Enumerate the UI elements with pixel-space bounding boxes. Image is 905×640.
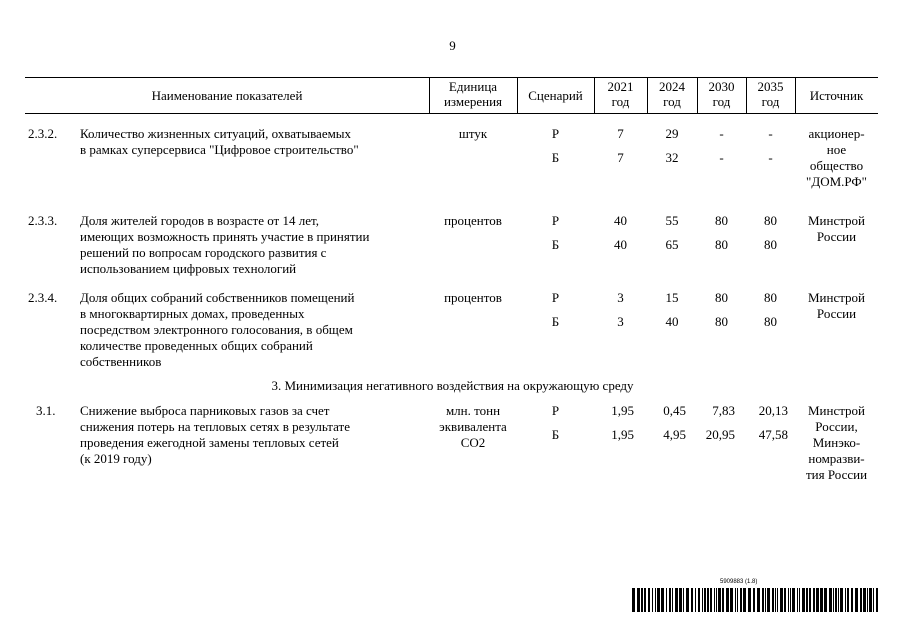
table-top-rule [25, 77, 878, 78]
value-cell: 20,95 [705, 427, 735, 442]
page-number: 9 [449, 38, 456, 53]
row-unit: штук [458, 126, 488, 141]
value-cell: 3 [617, 314, 624, 329]
value-cell: 80 [764, 213, 777, 228]
value-cell: 20,13 [758, 403, 788, 418]
row-number: 3.1. [36, 403, 56, 418]
value-cell: 0,45 [663, 403, 686, 418]
header-2035: 2035 год [757, 79, 784, 109]
value-cell: 7 [617, 126, 624, 141]
value-cell: - [768, 126, 773, 141]
row-source: Минстрой России [807, 213, 866, 244]
value-cell: 32 [665, 150, 679, 165]
value-cell: 4,95 [663, 427, 686, 442]
table-header-rule [25, 113, 878, 114]
row-indicator-name: Снижение выброса парниковых газов за счет снижения потерь на тепловых сетях в результате проведения ежегодной замены тепловых сетей (к 2019 году) [80, 403, 351, 466]
scenario-r: Р [551, 126, 560, 141]
row-number: 2.3.4. [28, 290, 58, 305]
value-cell: 80 [715, 314, 728, 329]
value-cell: 15 [665, 290, 679, 305]
header-indicator: Наименование показателей [151, 88, 303, 103]
row-source: Минстрой России, Минэко- номразви- тия России [805, 403, 868, 482]
scenario-b: Б [551, 314, 560, 329]
scenario-r: Р [551, 213, 560, 228]
scenario-b: Б [551, 427, 560, 442]
row-number: 2.3.2. [28, 126, 58, 141]
value-cell: 80 [764, 290, 777, 305]
value-cell: 29 [665, 126, 679, 141]
value-cell: 80 [715, 237, 728, 252]
row-number: 2.3.3. [28, 213, 58, 228]
value-cell: 80 [715, 290, 728, 305]
row-unit: млн. тонн эквивалента СО2 [439, 403, 507, 450]
row-indicator-name: Доля общих собраний собственников помещений в многоквартирных домах, проведенных посредством электронного голосования, в общем количестве проведенных общих собраний собственников [80, 290, 355, 369]
value-cell: 1,95 [611, 427, 634, 442]
value-cell: 65 [665, 237, 679, 252]
header-source: Источник [809, 88, 864, 103]
value-cell: 55 [665, 213, 679, 228]
scenario-r: Р [551, 403, 560, 418]
barcode-label: 5909883 (1.8) [720, 579, 758, 585]
header-2021: 2021 год [607, 79, 634, 109]
header-2030: 2030 год [708, 79, 735, 109]
value-cell: 47,58 [758, 427, 788, 442]
section-title: 3. Минимизация негативного воздействия на окружающую среду [271, 378, 634, 393]
row-unit: процентов [444, 290, 502, 305]
scenario-b: Б [551, 150, 560, 165]
value-cell: - [768, 150, 773, 165]
value-cell: 7 [617, 150, 624, 165]
value-cell: 80 [764, 314, 777, 329]
header-2024: 2024 год [659, 79, 685, 109]
barcode-icon [632, 588, 878, 612]
row-indicator-name: Количество жизненных ситуаций, охватываемых в рамках суперсервиса "Цифровое строительство" [80, 126, 359, 157]
row-source: Минстрой России [807, 290, 866, 321]
scenario-b: Б [551, 237, 560, 252]
value-cell: 40 [665, 314, 679, 329]
value-cell: 80 [764, 237, 777, 252]
header-scenario: Сценарий [528, 88, 583, 103]
scenario-r: Р [551, 290, 560, 305]
value-cell: - [719, 126, 724, 141]
value-cell: 3 [617, 290, 624, 305]
row-unit: процентов [444, 213, 502, 228]
row-indicator-name: Доля жителей городов в возрасте от 14 лет, имеющих возможность принять участие в принятии решений по вопросам городского развития с использованием цифровых технологий [80, 213, 370, 276]
row-source: акционер- ное общество "ДОМ.РФ" [806, 126, 867, 189]
value-cell: 80 [715, 213, 728, 228]
value-cell: 40 [614, 213, 627, 228]
value-cell: 40 [614, 237, 627, 252]
value-cell: 7,83 [712, 403, 735, 418]
header-unit: Единица измерения [443, 79, 503, 109]
value-cell: - [719, 150, 724, 165]
value-cell: 1,95 [611, 403, 634, 418]
